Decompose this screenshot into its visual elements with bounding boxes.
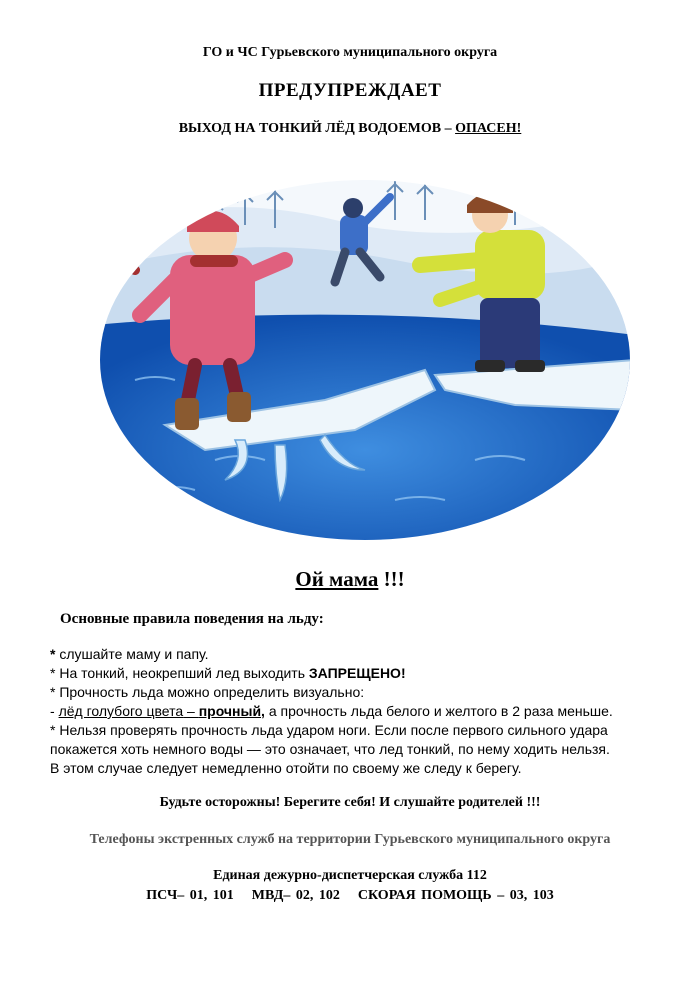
- careful-line: Будьте осторожны! Берегите себя! И слушайте родителей !!!: [159, 795, 541, 810]
- rule-text: слушайте маму и папу.: [55, 646, 209, 662]
- rule-line-3: * Прочность льда можно определить визуально:: [50, 684, 365, 700]
- subtitle-main: ВЫХОД НА ТОНКИЙ ЛЁД ВОДОЕМОВ: [178, 121, 442, 136]
- exclaim-heading: [0, 567, 700, 592]
- psch-number: ПСЧ– 01, 101: [146, 888, 234, 903]
- rule-bold: прочный,: [198, 703, 265, 719]
- thin-ice-illustration: [95, 160, 635, 540]
- exclaim-tail: !!!: [378, 567, 405, 591]
- edds-line: Единая дежурно-диспетчерская служба 112: [213, 868, 487, 883]
- rule-text: * На тонкий, неокрепший лед выходить: [50, 665, 309, 681]
- mvd-number: МВД– 02, 102: [251, 888, 340, 903]
- subtitle-danger: ОПАСЕН!: [455, 121, 522, 136]
- rule-underlined: [59, 703, 265, 719]
- rule-line-6: покажется хоть немного воды — это означает, что лед тонкий, по нему ходить нельзя.: [50, 741, 610, 757]
- rule-line-1: [50, 645, 670, 664]
- rule-prefix: -: [50, 703, 59, 719]
- rule-text: а прочность льда белого и желтого в 2 раза меньше.: [264, 703, 613, 719]
- subtitle-dash: –: [441, 121, 456, 136]
- rule-line-5: * Нельзя проверять прочность льда ударом ноги. Если после первого сильного удара: [50, 722, 608, 738]
- ambulance-number: СКОРАЯ ПОМОЩЬ – 03, 103: [357, 888, 554, 903]
- rule-bold: ЗАПРЕЩЕНО!: [308, 665, 406, 681]
- warns-heading: ПРЕДУПРЕЖДАЕТ: [258, 80, 442, 101]
- emergency-numbers: [0, 888, 700, 904]
- rule-line-2: [50, 664, 670, 683]
- warning-subtitle: [0, 121, 700, 137]
- rule-underlined-text: лёд голубого цвета: [58, 703, 184, 719]
- exclaim-main: Ой мама: [295, 567, 379, 591]
- rule-star: *: [50, 646, 56, 662]
- org-heading: ГО и ЧС Гурьевского муниципального округа: [202, 45, 498, 60]
- rule-line-4: [50, 702, 670, 721]
- rule-line-7: В этом случае следует немедленно отойти по своему же следу к берегу.: [50, 760, 522, 776]
- rule-dash: –: [183, 703, 199, 719]
- rules-title: Основные правила поведения на льду:: [60, 611, 324, 627]
- phones-title: Телефоны экстренных служб на территории Гурьевского муниципального округа: [89, 832, 611, 847]
- rules-list: [50, 645, 670, 778]
